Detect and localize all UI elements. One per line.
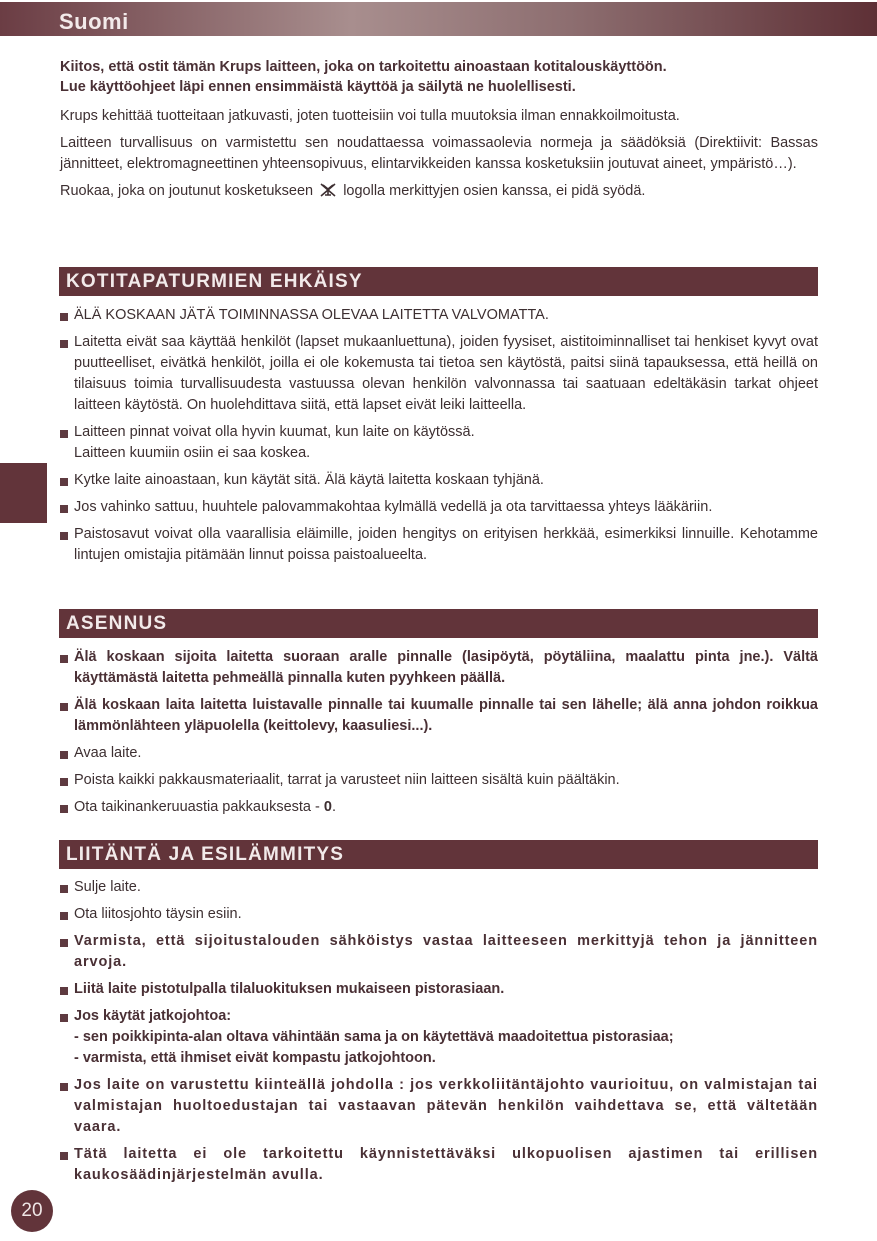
- list-item-line: - sen poikkipinta-alan oltava vähintään sama ja on käytettävä maadoitettua pistorasiaa;: [74, 1029, 674, 1045]
- list-item-line: Jos käytät jatkojohtoa:: [74, 1008, 232, 1024]
- list-item: Poista kaikki pakkausmateriaalit, tarrat ja varusteet niin laitteen sisältä kuin päältäkin.: [60, 770, 818, 791]
- list-item: Laitetta eivät saa käyttää henkilöt (lapset mukaanluettuna), joiden fyysiset, aistitoiminnalliset tai henkiset kyvyt ovat puutteelliset, eivätkä henkilöt, joilla ei ole kokemusta tai tietoa sen käytöstä, paitsi siinä tapauksessa, että heillä on tilaisuus toimia turvallisuudesta vastuussa olevan henkilön valvonnassa tai saatuaan edeltäkäsin tarkat ohjeet laitteen käytöstä. On huolehdittava siitä, että lapset eivät leiki laitteella.: [60, 332, 818, 416]
- list-item: Tätä laitetta ei ole tarkoitettu käynnistettäväksi ulkopuolisen ajastimen tai erillisen kaukosäädinjärjestelmän avulla.: [60, 1144, 818, 1186]
- list-item: [60, 797, 818, 818]
- list-item: Paistosavut voivat olla vaarallisia eläimille, joiden hengitys on erityisen herkkää, esimerkiksi linnuille. Kehotamme lintujen omistajia pitämään linnut poissa paistoalueelta.: [60, 524, 818, 566]
- list-item: Kytke laite ainoastaan, kun käytät sitä. Älä käytä laitetta koskaan tyhjänä.: [60, 470, 818, 491]
- page-number-badge: 20: [11, 1190, 53, 1232]
- list-item: Varmista, että sijoitustalouden sähköistys vastaa laitteeseen merkittyjä tehon ja jännitteen arvoja.: [60, 931, 818, 973]
- list-item-line: Laitteen kuumiin osiin ei saa koskea.: [74, 445, 311, 461]
- installation-list: [60, 647, 818, 824]
- list-item: Liitä laite pistotulpalla tilaluokituksen mukaiseen pistorasiaan.: [60, 979, 818, 1000]
- connection-list: [60, 877, 818, 1192]
- accident-prevention-list: [60, 305, 818, 572]
- intro-bold-line-1: Kiitos, että ostit tämän Krups laitteen, joka on tarkoitettu ainoastaan kotitalouskäyttöön.: [60, 59, 667, 75]
- section-title-installation: ASENNUS: [59, 609, 818, 638]
- section-title-accident-prevention: KOTITAPATURMIEN EHKÄISY: [59, 267, 818, 296]
- intro-paragraph-3: [60, 181, 818, 202]
- intro-p3-after: logolla merkittyjen osien kanssa, ei pidä syödä.: [343, 183, 646, 199]
- list-item-text: Ota taikinankeruuastia pakkauksesta -: [74, 799, 324, 815]
- list-item: Avaa laite.: [60, 743, 818, 764]
- intro-paragraph-1: Krups kehittää tuotteitaan jatkuvasti, joten tuotteisiin voi tulla muutoksia ilman ennakkoilmoitusta.: [60, 108, 680, 124]
- figure-reference: 0: [323, 799, 332, 815]
- list-item: Sulje laite.: [60, 877, 818, 898]
- list-item: Jos laite on varustettu kiinteällä johdolla : jos verkkoliitäntäjohto vaurioituu, on valmistajan tai valmistajan huoltoedustajan tai vastaavan pätevän henkilön vaihdettava se, että vältetään vaara.: [60, 1075, 818, 1138]
- intro-block: [60, 57, 818, 208]
- list-item-line: Laitteen pinnat voivat olla hyvin kuumat, kun laite on käytössä.: [74, 424, 475, 440]
- section-title-connection-preheating: LIITÄNTÄ JA ESILÄMMITYS: [59, 840, 818, 869]
- intro-thanks: [60, 57, 818, 97]
- intro-paragraph-2: Laitteen turvallisuus on varmistettu sen noudattaessa voimassaolevia normeja ja säädöksiä (Direktiivit: Bassas jännitteet, elektromagneettinen yhteensopivuus, elintarvikkeiden kanssa kosketuksiin joutuvat aineet, ympäristö…).: [60, 135, 818, 172]
- side-tab-marker: [0, 463, 47, 523]
- list-item: Ota liitosjohto täysin esiin.: [60, 904, 818, 925]
- list-item-line: - varmista, että ihmiset eivät kompastu jatkojohtoon.: [74, 1050, 436, 1066]
- list-item: [60, 1006, 818, 1069]
- list-item: ÄLÄ KOSKAAN JÄTÄ TOIMINNASSA OLEVAA LAITETTA VALVOMATTA.: [60, 305, 818, 326]
- list-item: Älä koskaan sijoita laitetta suoraan aralle pinnalle (lasipöytä, pöytäliina, maalattu pinta jne.). Vältä käyttämästä laitetta pehmeällä pinnalla kuten pyyhkeen päällä.: [60, 647, 818, 689]
- not-food-safe-icon: [320, 183, 336, 197]
- intro-bold-line-2: Lue käyttöohjeet läpi ennen ensimmäistä käyttöä ja säilytä ne huolellisesti.: [60, 79, 576, 95]
- language-title: Suomi: [59, 9, 129, 34]
- intro-p3-before: Ruokaa, joka on joutunut kosketukseen: [60, 183, 314, 199]
- list-item: [60, 422, 818, 464]
- list-item: Jos vahinko sattuu, huuhtele palovammakohtaa kylmällä vedellä ja ota tarvittaessa yhteys lääkäriin.: [60, 497, 818, 518]
- list-item-text: .: [331, 799, 336, 815]
- language-header-bar: [0, 2, 877, 36]
- list-item: Älä koskaan laita laitetta luistavalle pinnalle tai kuumalle pinnalle tai sen lähelle; älä anna johdon roikkua lämmönlähteen yläpuolella (keittolevy, kaasuliesi...).: [60, 695, 818, 737]
